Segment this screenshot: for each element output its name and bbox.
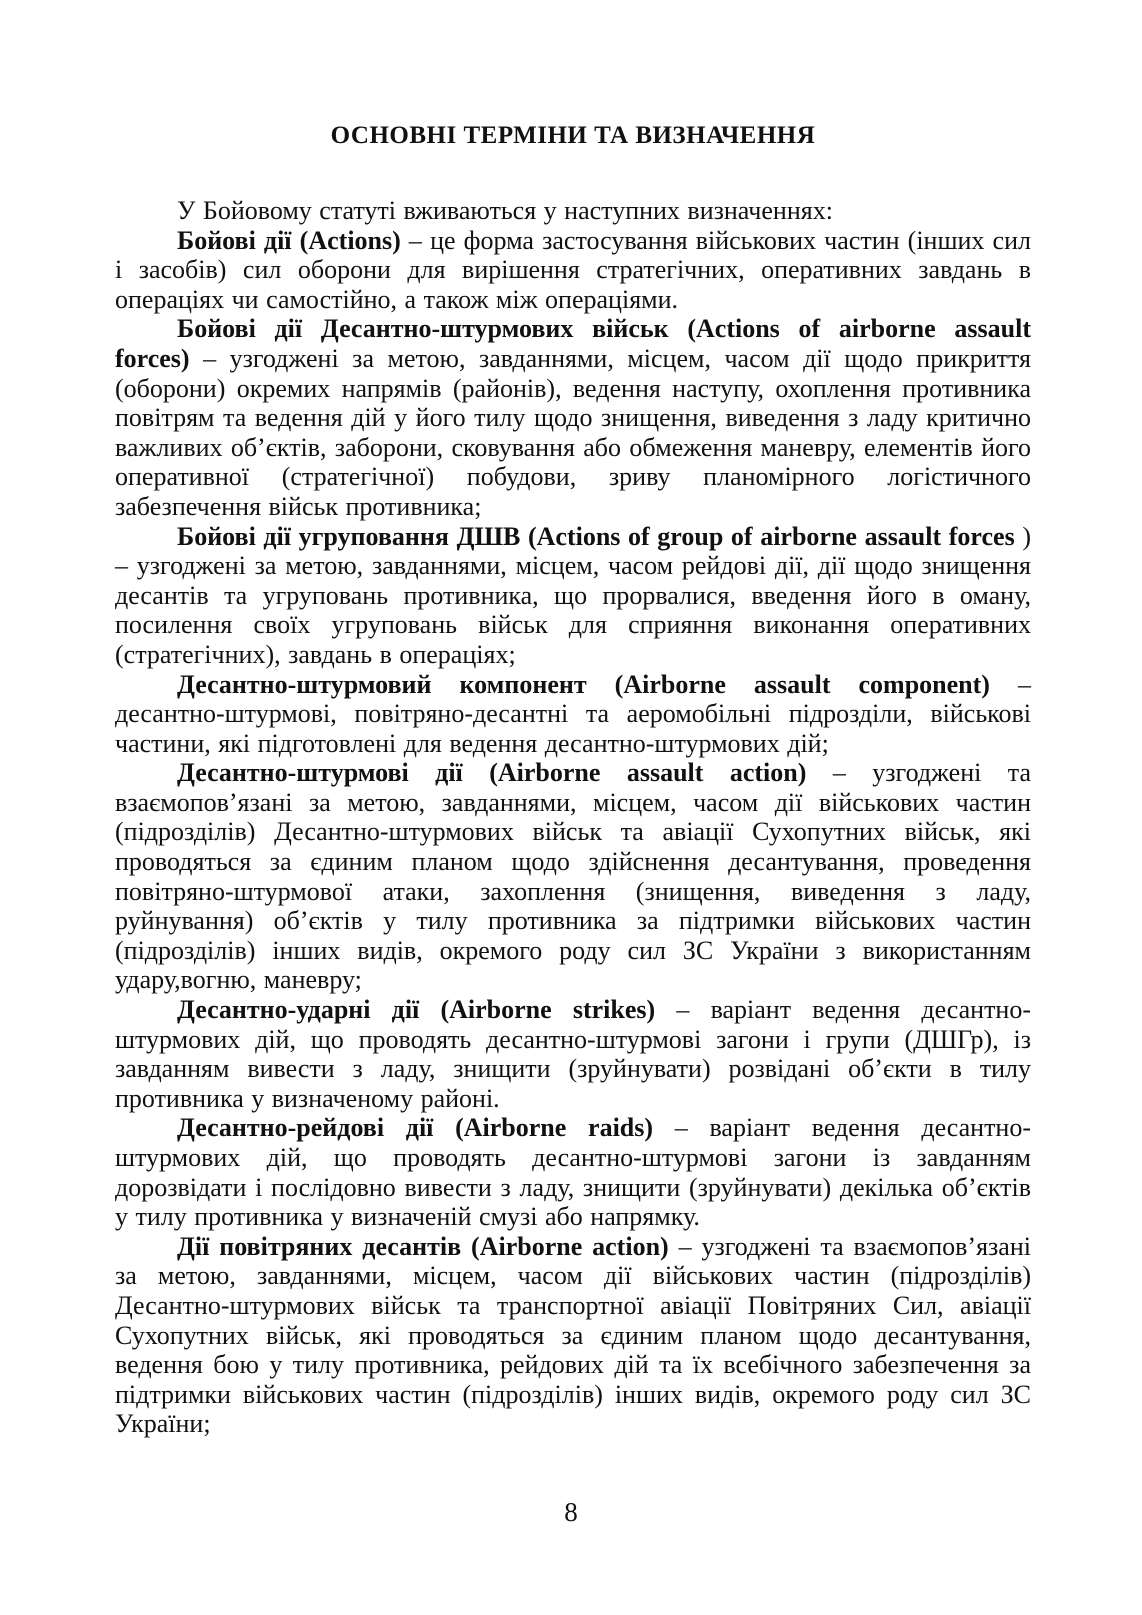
paragraph-text: – десантно-штурмові, повітряно-десантні та аеромобільні підрозділи, військові частини, які підготовлені для ведення десантно-штурмових дій;: [115, 669, 1032, 758]
paragraph-text: – узгоджені та взаємопов’язані за метою, завданнями, місцем, часом дії військових частин (підрозділів) Десантно-штурмових військ та авіації Сухопутних військ, які проводяться за єдиним планом щодо здійснення десантування, проведення повітряно-штурмової атаки, захоплення (знищення, виведення з ладу, руйнування) об’єктів у тилу противника за підтримки військових частин (підрозділів) інших видів, окремого роду сил ЗС України з використанням удару,вогню, маневру;: [115, 758, 1031, 995]
definition-paragraph-airborne-assault-action: [115, 758, 1031, 995]
paragraph-text: ) – узгоджені за метою, завданнями, місцем, часом рейдові дії, дії щодо знищення десантів та угруповань противника, що прорвалися, введення його в оману, посилення своїх угруповань військ для сприяння виконання оперативних (стратегічних), завдань в операціях;: [115, 521, 1031, 669]
definition-paragraph-airborne-action: [115, 1232, 1031, 1439]
definition-paragraph-actions-of-airborne-assault-forces: [115, 314, 1031, 521]
page-number: 8: [564, 1497, 578, 1527]
paragraph-text: У Бойовому статуті вживаються у наступних визначеннях:: [177, 196, 833, 225]
term-lead: Дії повітряних десантів (Airborne action): [177, 1231, 669, 1261]
paragraph-text: – узгоджені та взаємопов’язані за метою, завданнями, місцем, часом дії військових частин (підрозділів) Десантно-штурмових військ та транспортної авіації Повітряних Сил, авіації Сухопутних військ, які проводяться за єдиним планом щодо десантування, ведення бою у тилу противника, рейдових дій та їх всебічного забезпечення за підтримки військових частин (підрозділів) інших видів, окремого роду сил ЗС України;: [115, 1231, 1031, 1439]
term-lead: Бойові дії (Actions): [177, 225, 401, 255]
definition-paragraph-actions-of-group-of-airborne-assault-forces: [115, 522, 1031, 670]
term-lead: Десантно-рейдові дії (Airborne raids): [177, 1113, 654, 1143]
intro-paragraph: [115, 196, 1031, 226]
definition-paragraph-airborne-assault-component: [115, 670, 1031, 759]
document-content: [115, 122, 1031, 1439]
paragraph-text: – узгоджені за метою, завданнями, місцем, часом дії щодо прикриття (оборони) окремих напрямів (районів), ведення наступу, охоплення противника повітрям та ведення дій у його тилу щодо знищення, виведення з ладу критично важливих об’єктів, заборони, сковування або обмеження маневру, елементів його оперативної (стратегічної) побудови, зриву планомірного логістичного забезпечення військ противника;: [115, 343, 1031, 521]
paragraph-text: – варіант ведення десантно-штурмових дій, що проводять десантно-штурмові загони із завданням дорозвідати і послідовно вивести з ладу, знищити (зруйнувати) декілька об’єктів у тилу противника у визначеній смузі або напрямку.: [115, 1113, 1032, 1232]
page-title: ОСНОВНІ ТЕРМІНИ ТА ВИЗНАЧЕННЯ: [330, 122, 816, 149]
definition-paragraph-actions: [115, 226, 1031, 315]
term-lead: Десантно-ударні дії (Airborne strikes): [177, 995, 656, 1025]
term-lead: Десантно-штурмовий компонент (Airborne assault component): [177, 669, 990, 699]
term-lead: Десантно-штурмові дії (Airborne assault action): [177, 758, 807, 788]
paragraph-text: – варіант ведення десантно-штурмових дій, що проводять десантно-штурмові загони і групи (ДШГр), із завданням вивести з ладу, знищити (зруйнувати) розвідані об’єкти в тилу противника у визначеному районі.: [115, 995, 1031, 1113]
definition-paragraph-airborne-raids: [115, 1113, 1031, 1231]
term-lead: Бойові дії угруповання ДШВ (Actions of group of airborne assault forces: [177, 521, 1015, 551]
paragraph-text: – це форма застосування військових частин (інших сил і засобів) сил оборони для вирішення стратегічних, оперативних завдань в операціях чи самостійно, а також між операціями.: [115, 225, 1031, 314]
term-lead: Бойові дії Десантно-штурмових військ (Actions of airborne assault forces): [115, 314, 1031, 373]
definition-paragraph-airborne-strikes: [115, 995, 1031, 1113]
